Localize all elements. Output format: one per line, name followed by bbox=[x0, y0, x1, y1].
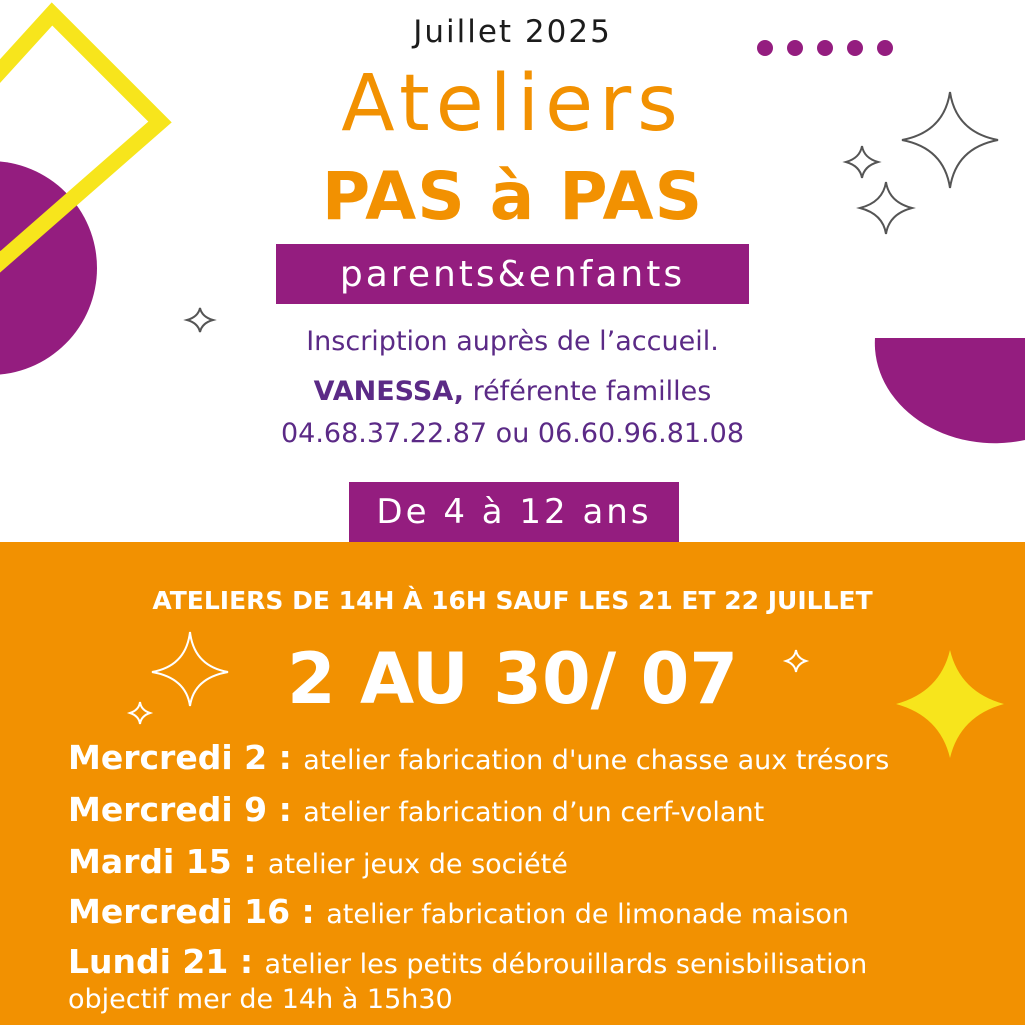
hours-note: ATELIERS DE 14H À 16H SAUF LES 21 ET 22 JUILLET bbox=[152, 586, 873, 615]
schedule-section bbox=[0, 542, 1025, 1025]
contact-name: VANESSA, bbox=[313, 376, 464, 407]
age-range-banner bbox=[349, 482, 679, 542]
month-label: Juillet 2025 bbox=[413, 14, 612, 50]
contact-role: référente familles bbox=[463, 376, 712, 407]
schedule-day: Mercredi 2 : bbox=[68, 738, 304, 777]
schedule-item bbox=[68, 942, 867, 981]
audience-banner bbox=[276, 244, 749, 304]
schedule-activity: atelier jeux de société bbox=[267, 849, 568, 880]
period-dates: 2 AU 30/ 07 bbox=[286, 638, 739, 720]
schedule-item-continuation: objectif mer de 14h à 15h30 bbox=[68, 984, 453, 1015]
contact-person bbox=[0, 376, 1025, 407]
schedule-day: Lundi 21 : bbox=[68, 942, 265, 981]
schedule-activity: atelier fabrication de limonade maison bbox=[326, 899, 849, 930]
schedule-item bbox=[68, 842, 568, 881]
title-ateliers: Ateliers bbox=[341, 59, 684, 149]
schedule-activity: atelier les petits débrouillards senisbilisation bbox=[264, 949, 868, 980]
title-pas-a-pas: PAS à PAS bbox=[321, 158, 704, 235]
age-range-label: De 4 à 12 ans bbox=[376, 492, 652, 532]
schedule-activity: atelier fabrication d'une chasse aux trésors bbox=[303, 745, 890, 776]
audience-label: parents&enfants bbox=[339, 253, 686, 295]
schedule-activity: atelier fabrication d’un cerf-volant bbox=[303, 797, 765, 828]
schedule-item bbox=[68, 790, 764, 829]
schedule-day: Mercredi 16 : bbox=[68, 892, 327, 931]
schedule-day: Mercredi 9 : bbox=[68, 790, 304, 829]
contact-phones: 04.68.37.22.87 ou 06.60.96.81.08 bbox=[280, 418, 745, 449]
schedule-item bbox=[68, 892, 849, 931]
registration-text: Inscription auprès de l’accueil. bbox=[306, 326, 719, 357]
schedule-day: Mardi 15 : bbox=[68, 842, 268, 881]
schedule-item bbox=[68, 738, 889, 777]
